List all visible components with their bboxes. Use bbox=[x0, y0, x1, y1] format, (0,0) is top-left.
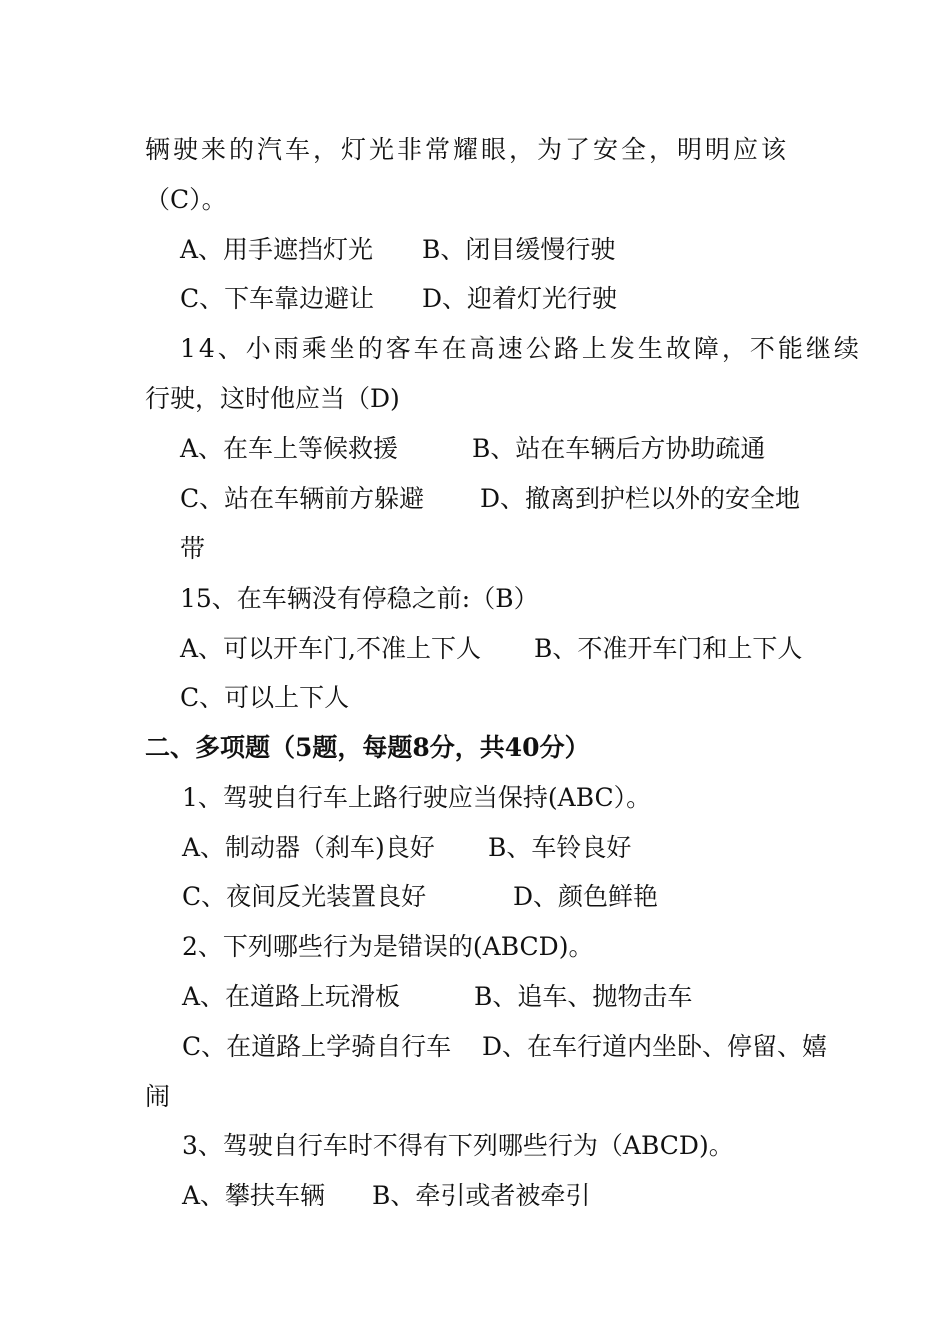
option-row bbox=[180, 483, 800, 515]
text-line: 带 bbox=[180, 534, 206, 563]
text-line: 行驶，这时他应当（D) bbox=[145, 384, 400, 413]
option-d: D、撤离到护栏以外的安全地 bbox=[480, 484, 801, 513]
option-a: A、攀扶车辆 bbox=[182, 1181, 326, 1210]
option-row bbox=[180, 433, 765, 465]
option-row bbox=[182, 1031, 827, 1063]
option-b: B、站在车辆后方协助疏通 bbox=[472, 434, 766, 463]
option-a: A、制动器（刹车)良好 bbox=[182, 833, 435, 862]
option-d: D、在车行道内坐卧、停留、嬉 bbox=[482, 1032, 828, 1061]
option-b: B、不准开车门和上下人 bbox=[534, 634, 803, 663]
option-c: C、夜间反光装置良好 bbox=[182, 882, 427, 911]
option-row bbox=[180, 234, 615, 266]
text-line: 辆驶来的汽车，灯光非常耀眼，为了安全，明明应该 bbox=[145, 135, 790, 164]
option-row bbox=[182, 881, 658, 913]
option-b: B、车铃良好 bbox=[488, 833, 632, 862]
question-3: 3、驾驶自行车时不得有下列哪些行为（ABCD)。 bbox=[182, 1131, 734, 1160]
option-a: A、在道路上玩滑板 bbox=[182, 982, 401, 1011]
option-a: A、可以开车门,不准上下人 bbox=[180, 634, 482, 663]
option-row bbox=[182, 1180, 590, 1212]
option-c: C、下车靠边避让 bbox=[180, 284, 375, 313]
option-c: C、在道路上学骑自行车 bbox=[182, 1032, 452, 1061]
text-line: 闹 bbox=[145, 1082, 171, 1111]
option-a: A、用手遮挡灯光 bbox=[180, 235, 374, 264]
option-row bbox=[180, 633, 802, 665]
section-heading: 二、多项题（5题，每题8分，共40分） bbox=[145, 733, 590, 762]
question-1: 1、驾驶自行车上路行驶应当保持(ABC）。 bbox=[182, 783, 652, 812]
option-row bbox=[180, 283, 617, 315]
option-d: D、迎着灯光行驶 bbox=[422, 284, 618, 313]
option-b: B、闭目缓慢行驶 bbox=[422, 235, 616, 264]
option-d: D、颜色鲜艳 bbox=[513, 882, 659, 911]
option-b: B、追车、抛物击车 bbox=[474, 982, 693, 1011]
option-row bbox=[182, 832, 631, 864]
option-row bbox=[182, 981, 692, 1013]
question-15: 15、在车辆没有停稳之前:（B） bbox=[180, 584, 539, 613]
option-b: B、牵引或者被牵引 bbox=[372, 1181, 591, 1210]
question-14: 14、小雨乘坐的客车在高速公路上发生故障，不能继续 bbox=[180, 334, 862, 363]
text-line: （C）。 bbox=[145, 185, 227, 214]
question-2: 2、下列哪些行为是错误的(ABCD)。 bbox=[182, 932, 594, 961]
option-a: A、在车上等候救援 bbox=[180, 434, 399, 463]
option-c: C、站在车辆前方躲避 bbox=[180, 484, 425, 513]
option-c: C、可以上下人 bbox=[180, 683, 350, 712]
